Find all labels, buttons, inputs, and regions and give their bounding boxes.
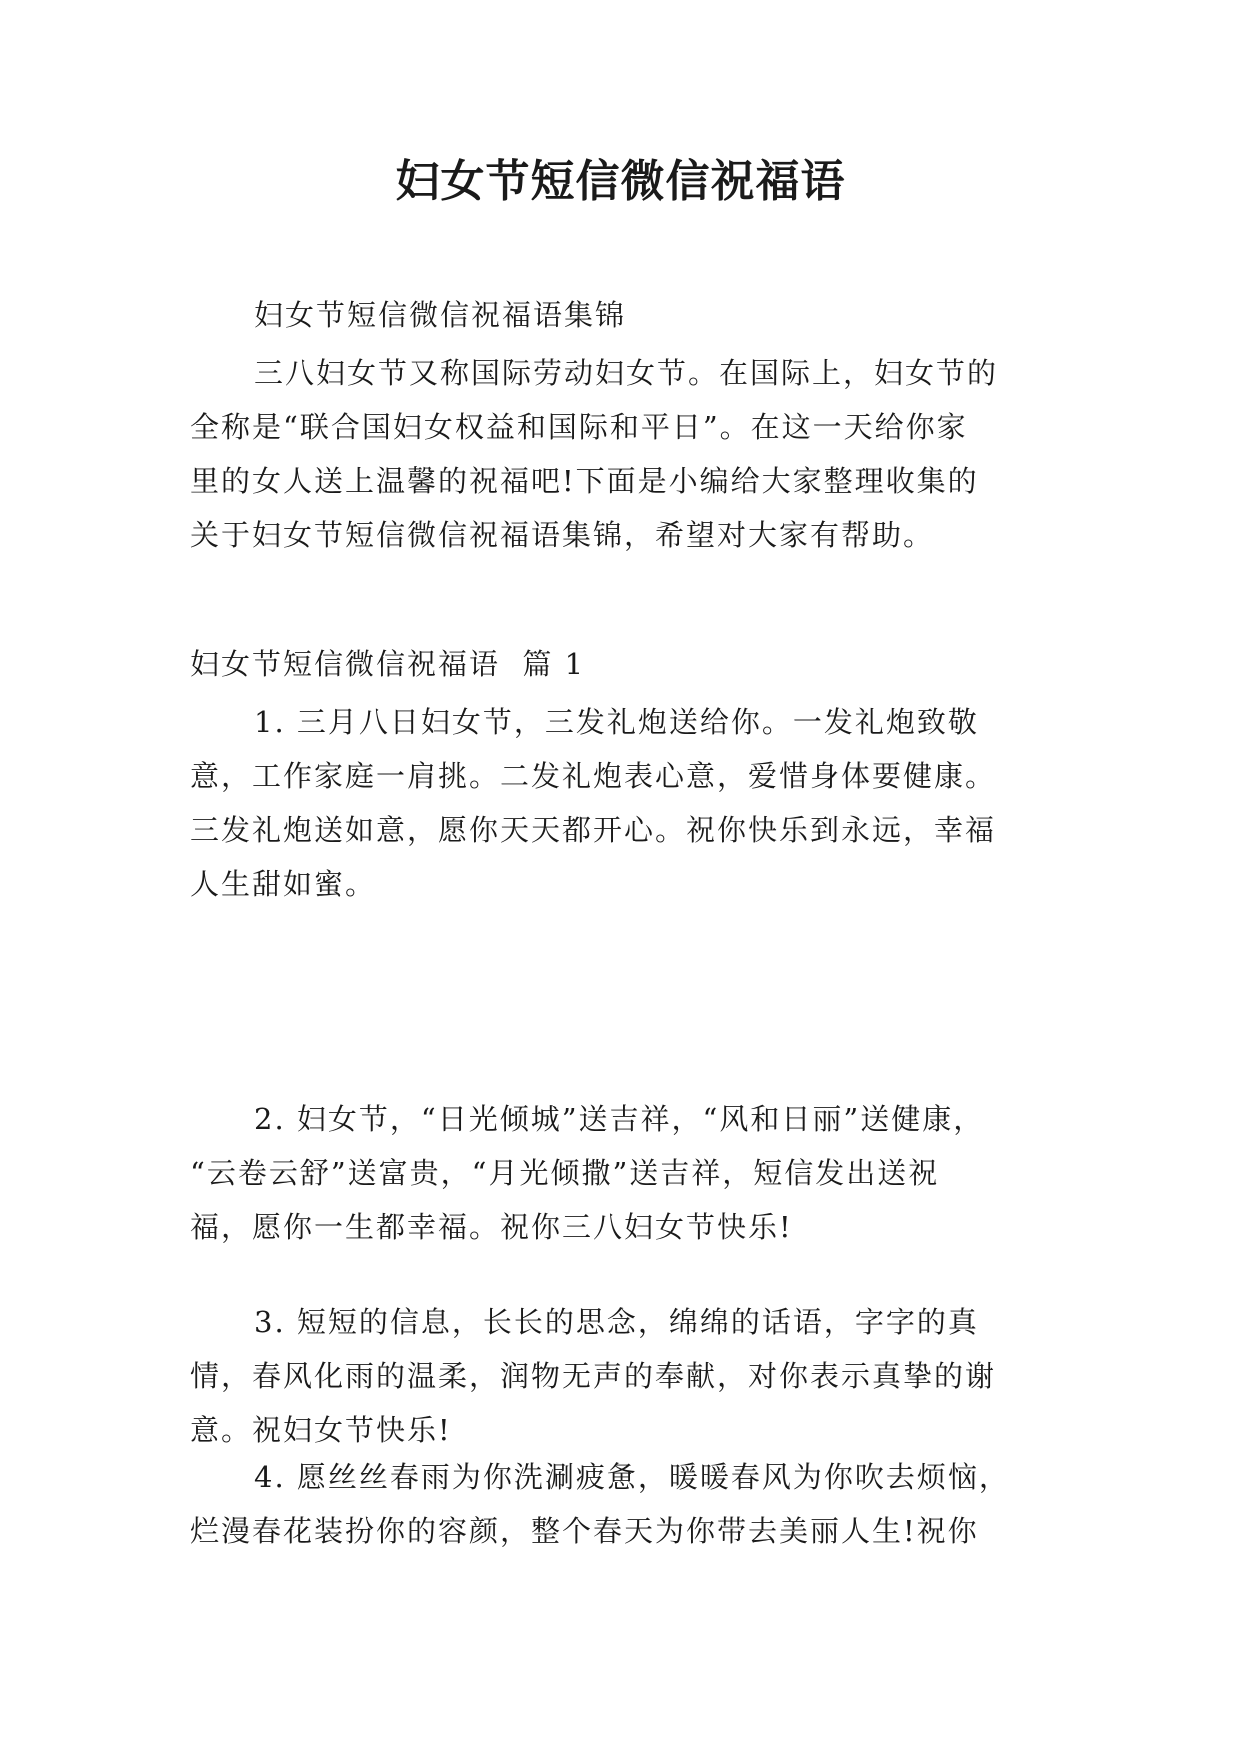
item-line: 意。祝妇女节快乐! (190, 1413, 452, 1447)
greeting-item-2 (190, 1092, 1060, 1254)
item-line: 三发礼炮送如意，愿你天天都开心。祝你快乐到永远，幸福 (190, 813, 997, 847)
document-title: 妇女节短信微信祝福语 (395, 156, 846, 207)
item-line: 2. 妇女节，“日光倾城”送吉祥，“风和日丽”送健康， (254, 1102, 985, 1136)
item-line: 烂漫春花装扮你的容颜，整个春天为你带去美丽人生!祝你 (190, 1514, 979, 1548)
item-line: 福，愿你一生都幸福。祝你三八妇女节快乐! (190, 1210, 793, 1244)
item-line: 情，春风化雨的温柔，润物无声的奉献，对你表示真挚的谢 (190, 1359, 997, 1393)
intro-line: 全称是“联合国妇女权益和国际和平日”。在这一天给你家 (190, 410, 968, 444)
intro-line: 里的女人送上温馨的祝福吧!下面是小编给大家整理收集的 (190, 464, 979, 498)
section-heading (190, 637, 1060, 691)
item-line: “云卷云舒”送富贵，“月光倾撒”送吉祥，短信发出送祝 (190, 1156, 940, 1190)
intro-line: 三八妇女节又称国际劳动妇女节。在国际上，妇女节的 (254, 356, 999, 390)
greeting-item-1 (190, 695, 1060, 911)
section-heading-text: 妇女节短信微信祝福语 篇 1 (190, 647, 586, 681)
item-line: 3. 短短的信息，长长的思念，绵绵的话语，字字的真 (254, 1305, 979, 1339)
item-line: 1. 三月八日妇女节，三发礼炮送给你。一发礼炮致敬 (254, 705, 979, 739)
intro-line: 关于妇女节短信微信祝福语集锦，希望对大家有帮助。 (190, 518, 935, 552)
greeting-item-4 (190, 1450, 1060, 1558)
item-line: 人生甜如蜜。 (190, 867, 377, 901)
item-line: 4. 愿丝丝春雨为你洗涮疲惫，暖暖春风为你吹去烦恼， (254, 1460, 1010, 1494)
document-subtitle (190, 288, 1060, 342)
intro-paragraph (190, 346, 1060, 562)
subtitle-line: 妇女节短信微信祝福语集锦 (254, 298, 627, 332)
greeting-item-3 (190, 1295, 1060, 1457)
item-line: 意，工作家庭一肩挑。二发礼炮表心意，爱惜身体要健康。 (190, 759, 997, 793)
